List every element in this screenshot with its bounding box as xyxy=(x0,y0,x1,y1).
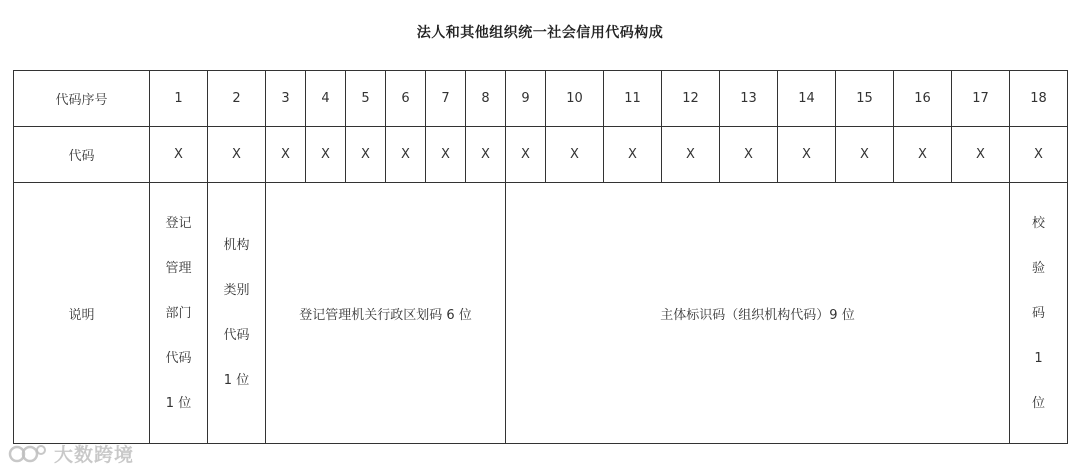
code-header-cell: 代码 xyxy=(14,127,150,183)
check-digit-text: 验 xyxy=(1031,260,1045,276)
index-cell: 5 xyxy=(346,71,386,127)
index-cell: 11 xyxy=(604,71,662,127)
check-digit-text: 位 xyxy=(1031,395,1045,411)
code-cell: X xyxy=(1010,127,1068,183)
code-cell: X xyxy=(836,127,894,183)
page-title: 法人和其他组织统一社会信用代码构成 xyxy=(416,25,664,41)
index-cell: 8 xyxy=(466,71,506,127)
table-row-description xyxy=(14,183,1068,444)
registration-dept-text: 1 位 xyxy=(165,395,192,411)
org-category-text: 代码 xyxy=(223,328,250,343)
check-digit-text: 校 xyxy=(1031,215,1045,231)
org-category-code-cell xyxy=(208,183,266,444)
description-header-cell: 说明 xyxy=(14,183,150,444)
registration-dept-text: 代码 xyxy=(165,350,192,366)
code-cell: X xyxy=(894,127,952,183)
code-cell: X xyxy=(546,127,604,183)
code-cell: X xyxy=(778,127,836,183)
registration-dept-text: 部门 xyxy=(165,305,192,321)
table-row-index xyxy=(14,71,1068,127)
table-row-code xyxy=(14,127,1068,183)
code-cell: X xyxy=(346,127,386,183)
watermark-logo-icon xyxy=(8,441,48,467)
watermark xyxy=(8,440,134,467)
registration-dept-text: 管理 xyxy=(165,260,192,276)
code-cell: X xyxy=(662,127,720,183)
code-cell: X xyxy=(720,127,778,183)
index-cell: 4 xyxy=(306,71,346,127)
index-cell: 10 xyxy=(546,71,604,127)
index-cell: 2 xyxy=(208,71,266,127)
index-cell: 12 xyxy=(662,71,720,127)
watermark-text: 大数跨境 xyxy=(54,444,135,466)
index-cell: 16 xyxy=(894,71,952,127)
index-cell: 14 xyxy=(778,71,836,127)
code-cell: X xyxy=(150,127,208,183)
code-cell: X xyxy=(952,127,1010,183)
code-cell: X xyxy=(386,127,426,183)
entity-id-cell: 主体标识码（组织机构代码）9 位 xyxy=(506,183,1010,444)
code-cell: X xyxy=(266,127,306,183)
org-category-text: 机构 xyxy=(223,238,250,253)
index-cell: 17 xyxy=(952,71,1010,127)
code-cell: X xyxy=(426,127,466,183)
registration-dept-code-cell xyxy=(150,183,208,444)
index-cell: 9 xyxy=(506,71,546,127)
org-category-text: 1 位 xyxy=(223,373,250,388)
index-cell: 18 xyxy=(1010,71,1068,127)
registration-dept-text: 登记 xyxy=(165,215,192,231)
check-digit-cell xyxy=(1010,183,1068,444)
region-code-cell: 登记管理机关行政区划码 6 位 xyxy=(266,183,506,444)
index-cell: 6 xyxy=(386,71,426,127)
index-cell: 13 xyxy=(720,71,778,127)
code-cell: X xyxy=(208,127,266,183)
check-digit-text: 1 xyxy=(1034,350,1043,366)
code-cell: X xyxy=(306,127,346,183)
index-cell: 7 xyxy=(426,71,466,127)
credit-code-table xyxy=(13,70,1068,444)
index-cell: 3 xyxy=(266,71,306,127)
code-cell: X xyxy=(506,127,546,183)
check-digit-text: 码 xyxy=(1031,305,1045,321)
org-category-text: 类别 xyxy=(223,283,250,298)
index-cell: 15 xyxy=(836,71,894,127)
code-cell: X xyxy=(604,127,662,183)
index-cell: 1 xyxy=(150,71,208,127)
code-cell: X xyxy=(466,127,506,183)
index-header-cell: 代码序号 xyxy=(14,71,150,127)
